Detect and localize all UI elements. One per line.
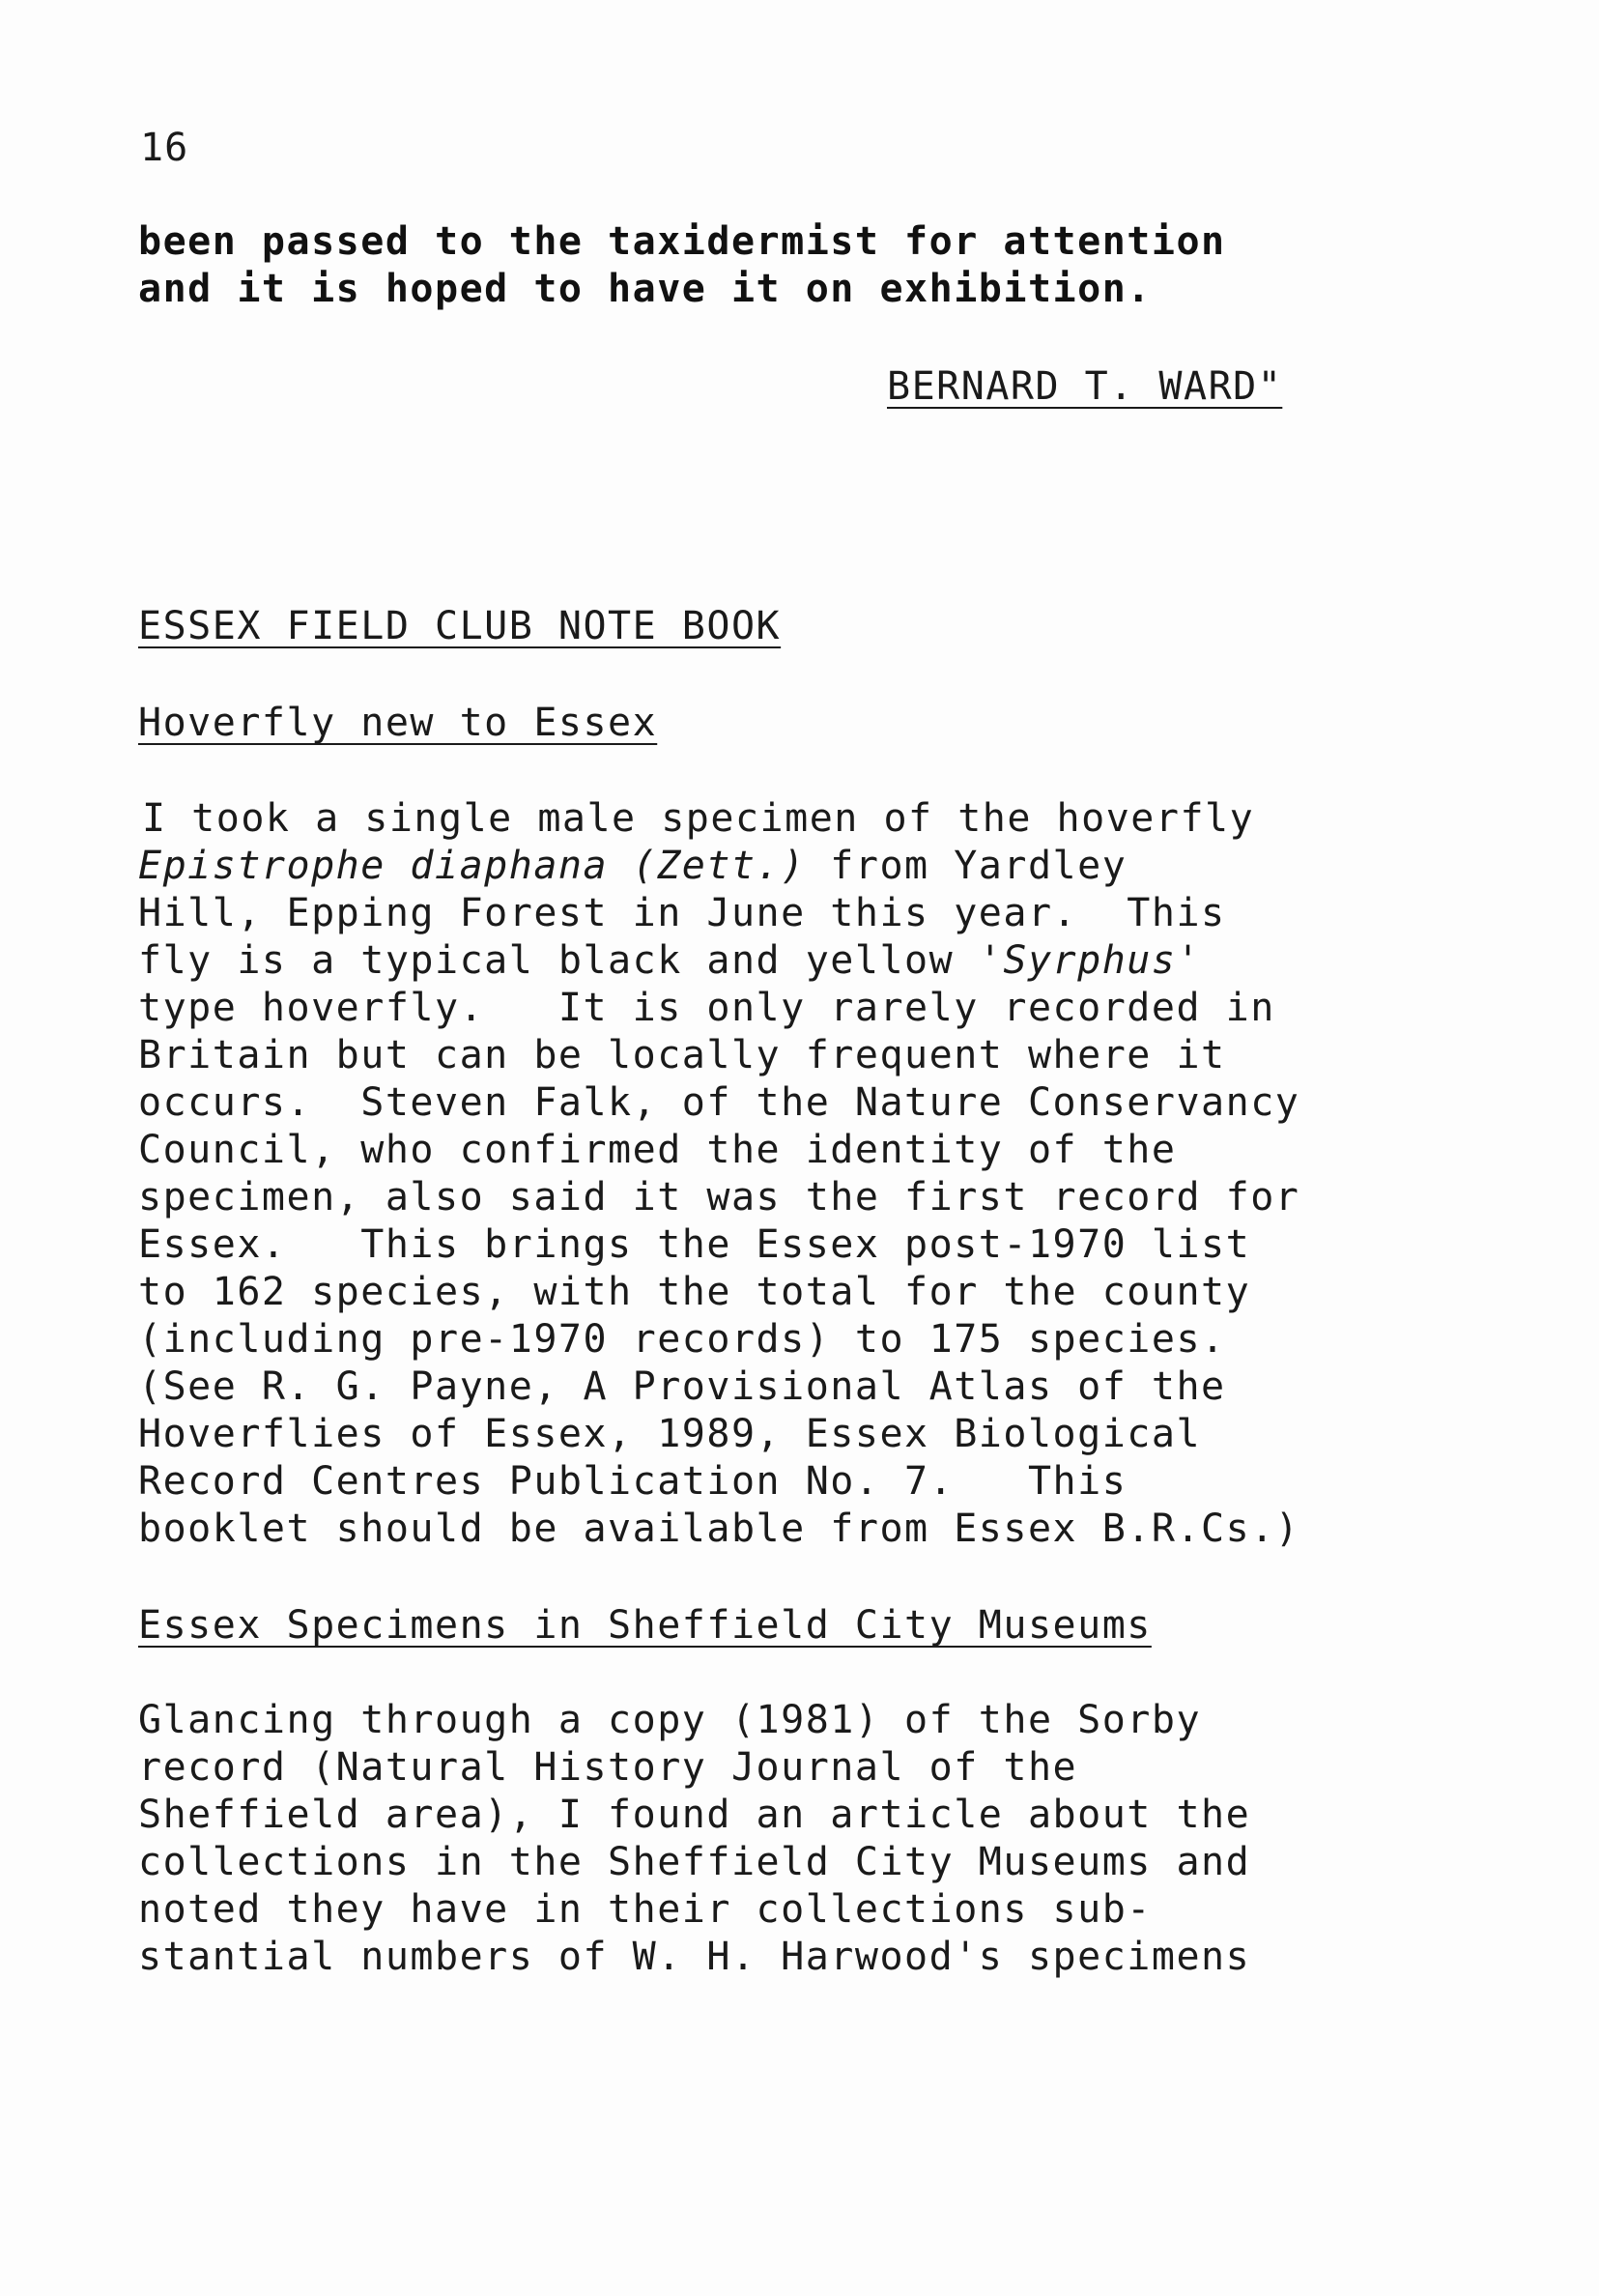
page-number: 16 (140, 126, 189, 170)
body-line: Glancing through a copy (1981) of the Sorby (138, 1698, 1202, 1742)
body-line: booklet should be available from Essex B.R.Cs.) (138, 1507, 1300, 1551)
body-line: noted they have in their collections sub- (138, 1887, 1152, 1932)
body-line (138, 937, 1201, 985)
body-text: from Yardley (805, 844, 1128, 888)
body-line: (See R. G. Payne, A Provisional Atlas of the (138, 1364, 1226, 1409)
article-heading-sheffield: Essex Specimens in Sheffield City Museums (138, 1603, 1152, 1648)
species-name: Epistrophe diaphana (Zett.) (138, 844, 806, 888)
body-line: Record Centres Publication No. 7. This (138, 1459, 1128, 1504)
body-line: specimen, also said it was the first record for (138, 1175, 1300, 1220)
body-line: Britain but can be locally frequent where it (138, 1033, 1226, 1077)
article-heading-hoverfly: Hoverfly new to Essex (138, 701, 658, 745)
body-line: type hoverfly. It is only rarely recorded in (138, 986, 1275, 1030)
body-line: to 162 species, with the total for the county (138, 1270, 1251, 1314)
body-line: collections in the Sheffield City Museums and (138, 1840, 1251, 1884)
body-line: occurs. Steven Falk, of the Nature Conservancy (138, 1080, 1300, 1125)
genus-name: 'Syrphus' (978, 938, 1202, 983)
body-line (138, 843, 1127, 890)
body-line: I took a single male specimen of the hoverfly (142, 796, 1255, 841)
body-line: record (Natural History Journal of the (138, 1745, 1078, 1790)
body-line: Council, who confirmed the identity of the (138, 1128, 1177, 1172)
body-line: Sheffield area), I found an article about the (138, 1793, 1251, 1837)
intro-line: been passed to the taxidermist for attention (138, 219, 1226, 264)
body-line: Hill, Epping Forest in June this year. This (138, 891, 1226, 935)
body-line: Essex. This brings the Essex post-1970 list (138, 1222, 1251, 1267)
body-line: stantial numbers of W. H. Harwood's specimens (138, 1935, 1251, 1979)
body-text: fly is a typical black and yellow (138, 938, 979, 983)
section-title: ESSEX FIELD CLUB NOTE BOOK (138, 604, 782, 648)
body-line: Hoverflies of Essex, 1989, Essex Biological (138, 1412, 1202, 1456)
body-line: (including pre-1970 records) to 175 species. (138, 1317, 1226, 1362)
intro-line: and it is hoped to have it on exhibition. (138, 267, 1152, 311)
signature: BERNARD T. WARD" (887, 364, 1283, 409)
